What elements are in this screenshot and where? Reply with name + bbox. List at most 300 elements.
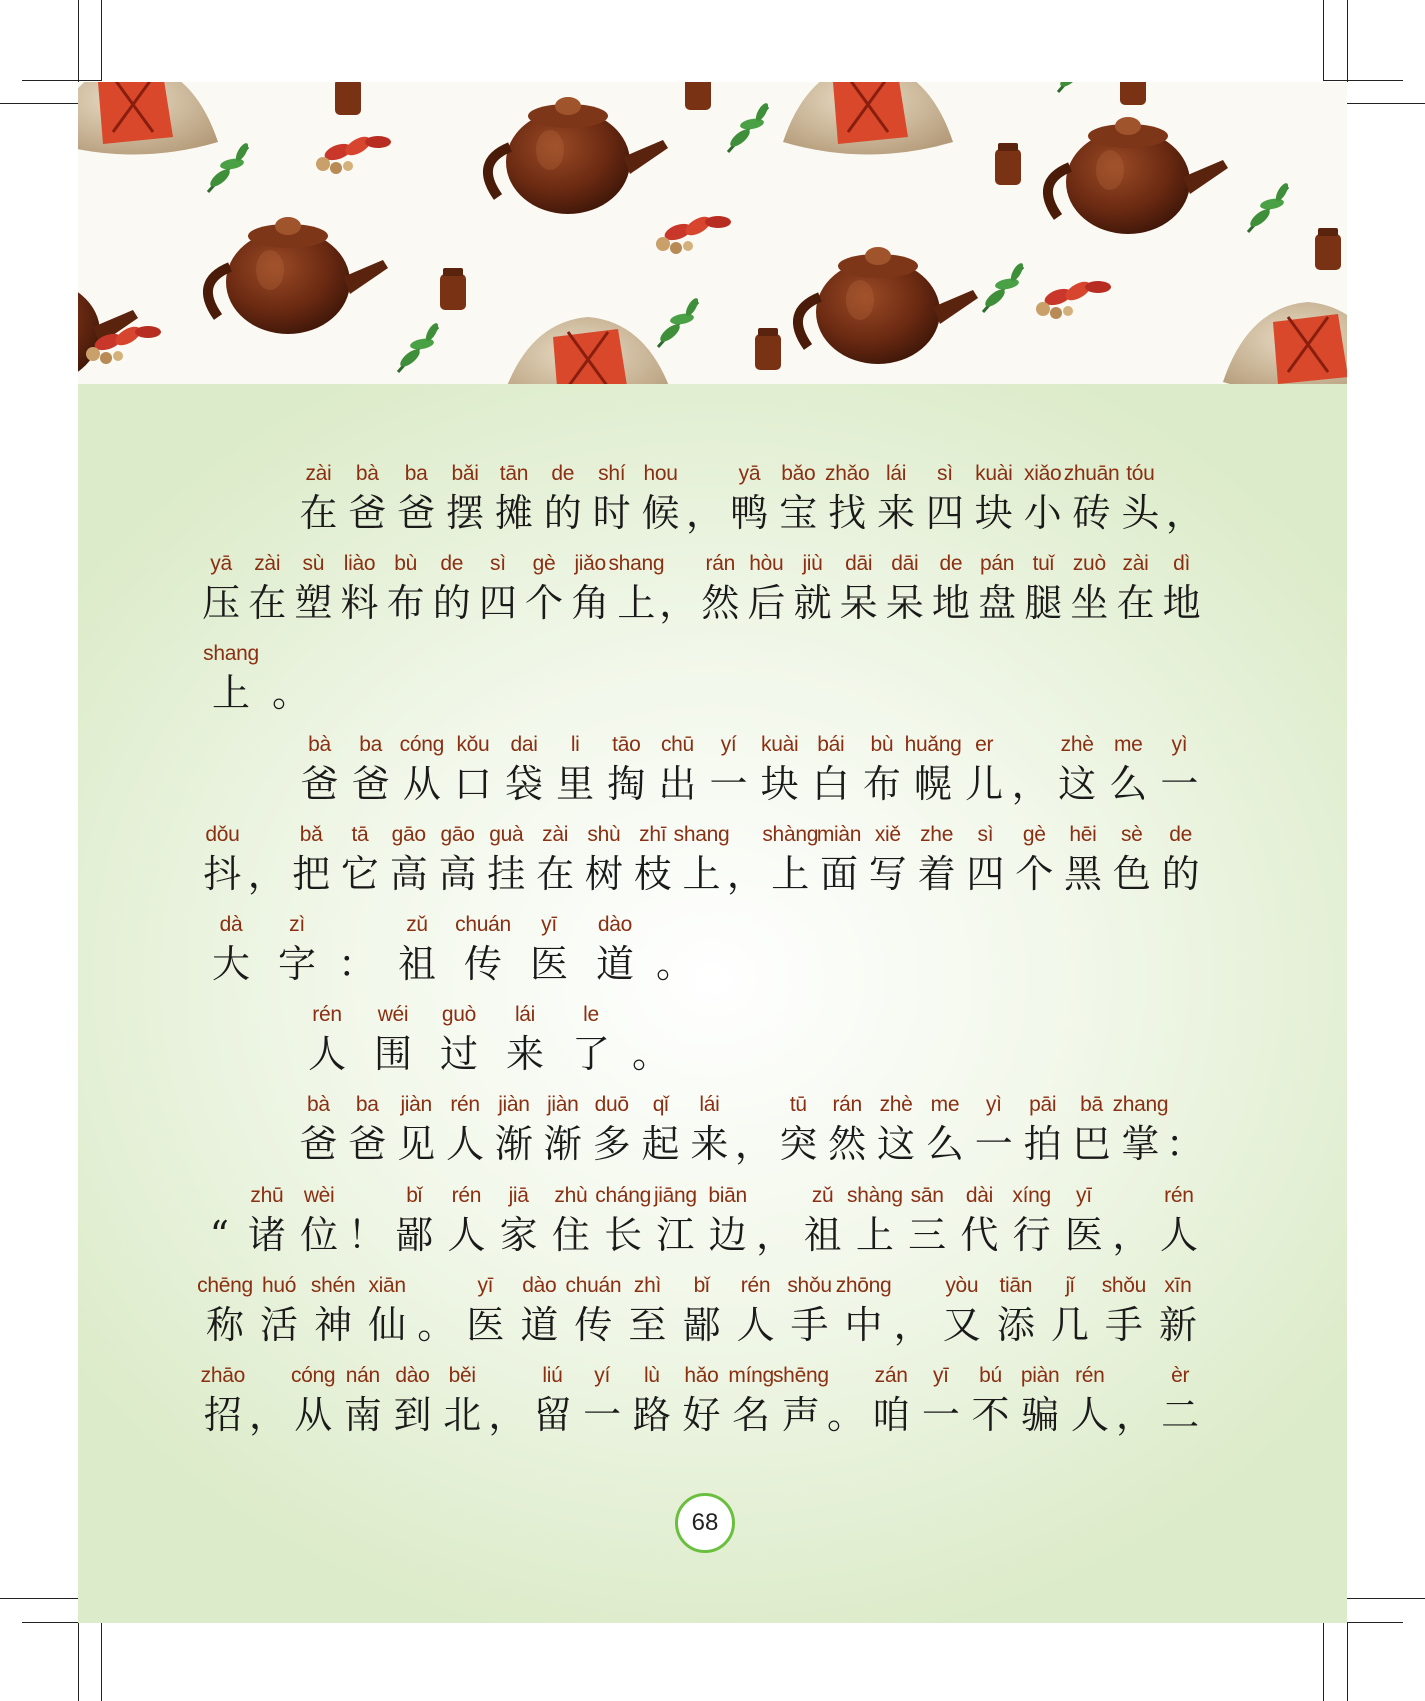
character-with-pinyin (1018, 1091, 1067, 1169)
page-number (675, 1493, 735, 1553)
hanzi: 塑 (294, 581, 333, 626)
crop-mark (1347, 1598, 1425, 1599)
pinyin: èr (1171, 1364, 1190, 1387)
character-with-pinyin (774, 460, 823, 538)
pinyin: de (551, 462, 575, 485)
character-with-pinyin (577, 1362, 627, 1440)
pinyin: dì (1173, 552, 1191, 576)
character-with-pinyin (1107, 821, 1156, 899)
hanzi: 上 (211, 671, 250, 716)
hanzi: 么 (1109, 761, 1148, 806)
pinyin: wèi (303, 1183, 335, 1207)
pinyin: rén (740, 1273, 771, 1297)
character-with-pinyin (1018, 460, 1067, 538)
hanzi: 然 (828, 1122, 867, 1167)
character-with-pinyin (726, 1362, 776, 1440)
pinyin: lái (699, 1093, 720, 1117)
character-with-pinyin (901, 1182, 953, 1260)
pinyin: dai (510, 732, 538, 756)
character-with-pinyin (450, 911, 516, 989)
hanzi: 来 (690, 1122, 729, 1167)
character-with-pinyin (1063, 460, 1120, 538)
character-with-pinyin (294, 731, 345, 809)
pinyin: tā (351, 822, 369, 846)
pinyin: bù (394, 552, 418, 576)
hanzi: 边 (708, 1212, 747, 1257)
pinyin: hòu (749, 552, 784, 576)
character-with-pinyin (1156, 821, 1205, 899)
pinyin: rén (451, 1183, 482, 1207)
pinyin: yì (985, 1093, 1002, 1117)
hanzi: 人 (1070, 1393, 1109, 1437)
punctuation (1110, 1182, 1153, 1260)
hanzi: 见 (397, 1122, 436, 1167)
character-with-pinyin (702, 1182, 754, 1260)
pinyin: zhù (554, 1183, 588, 1207)
character-with-pinyin (620, 1272, 674, 1350)
character-with-pinyin (1151, 1272, 1205, 1350)
hanzi: 渐 (494, 1122, 533, 1167)
character-with-pinyin (426, 1001, 492, 1079)
hanzi: 渐 (543, 1122, 582, 1167)
character-with-pinyin (550, 731, 601, 809)
hanzi: 儿 (965, 761, 1004, 806)
pinyin: yī (1076, 1183, 1092, 1207)
character-with-pinyin (912, 821, 961, 899)
hanzi: 鸭 (730, 491, 769, 535)
character-with-pinyin (345, 731, 396, 809)
character-with-pinyin (1097, 1272, 1151, 1350)
hanzi: ， (893, 1302, 932, 1347)
hanzi: 从 (402, 761, 441, 806)
hanzi: 个 (1015, 851, 1054, 896)
character-with-pinyin (774, 1091, 823, 1169)
punctuation (624, 1001, 678, 1079)
hanzi: 传 (463, 942, 502, 986)
character-with-pinyin (360, 1001, 426, 1079)
punctuation (345, 1182, 388, 1260)
hanzi: 呆 (839, 581, 878, 626)
hanzi: 手 (790, 1302, 829, 1347)
hanzi: 时 (592, 491, 631, 535)
pinyin: chēng (197, 1273, 253, 1297)
hanzi: 黑 (1063, 851, 1102, 896)
pinyin: pāi (1029, 1093, 1057, 1117)
hanzi: 医 (529, 942, 568, 986)
pinyin: hǎo (684, 1364, 719, 1387)
character-with-pinyin (252, 1272, 306, 1350)
character-with-pinyin (306, 1272, 360, 1350)
character-with-pinyin (458, 1272, 512, 1350)
hanzi: 地 (1162, 581, 1201, 626)
character-with-pinyin (961, 821, 1010, 899)
pinyin: shang (673, 822, 730, 846)
hanzi: 又 (942, 1302, 981, 1347)
hanzi: 盘 (978, 581, 1017, 626)
character-with-pinyin (528, 1362, 578, 1440)
pinyin: zán (874, 1364, 908, 1387)
pinyin: yī (477, 1273, 494, 1297)
character-with-pinyin (198, 1272, 252, 1350)
pinyin: chuán (565, 1273, 622, 1297)
character-with-pinyin (882, 550, 928, 628)
character-with-pinyin (1015, 1362, 1065, 1440)
punctuation (648, 911, 702, 989)
hanzi: 人 (446, 1122, 485, 1167)
character-with-pinyin (360, 1272, 414, 1350)
pinyin: huǎng (904, 732, 962, 756)
character-with-pinyin (490, 1091, 539, 1169)
hanzi: 个 (525, 581, 564, 626)
pinyin: yā (210, 552, 232, 576)
hanzi: 称 (206, 1302, 245, 1347)
character-with-pinyin (920, 460, 969, 538)
pinyin: bà (308, 732, 331, 756)
pinyin: rén (1164, 1183, 1194, 1207)
character-with-pinyin (974, 550, 1020, 628)
character-with-pinyin (264, 911, 330, 989)
pinyin: bù (870, 732, 894, 756)
hanzi: 后 (747, 581, 786, 626)
pinyin: dào (395, 1364, 430, 1387)
pinyin: miàn (816, 822, 862, 846)
hanzi: 摆 (446, 491, 485, 535)
character-with-pinyin (1052, 731, 1103, 809)
pinyin: sì (490, 552, 506, 576)
pinyin: jǐ (1065, 1273, 1075, 1297)
character-with-pinyin (512, 1272, 566, 1350)
character-with-pinyin (429, 550, 475, 628)
character-with-pinyin (1112, 550, 1158, 628)
hanzi: 块 (760, 761, 799, 806)
pinyin: shù (587, 822, 621, 846)
hanzi: 。 (417, 1302, 456, 1347)
hanzi: 传 (574, 1302, 613, 1347)
pinyin: kǒu (456, 732, 490, 756)
punctuation (1165, 1091, 1205, 1169)
hanzi: 鄙 (395, 1212, 434, 1257)
pinyin: qǐ (652, 1093, 669, 1117)
hanzi: 然 (701, 581, 740, 626)
hanzi: 医 (466, 1302, 505, 1347)
hanzi: 四 (925, 491, 964, 535)
character-with-pinyin (587, 1091, 636, 1169)
character-with-pinyin (392, 460, 441, 538)
character-with-pinyin (762, 821, 819, 899)
hanzi: 好 (682, 1393, 721, 1437)
hanzi: 巴 (1072, 1122, 1111, 1167)
pinyin: zài (305, 462, 332, 485)
character-with-pinyin (966, 1362, 1016, 1440)
hanzi: 爸 (300, 761, 339, 806)
pinyin: kuài (761, 732, 799, 756)
hanzi: “ (209, 1212, 230, 1257)
hanzi: 爸 (397, 491, 436, 535)
hanzi: 活 (260, 1302, 299, 1347)
hanzi: 小 (1023, 491, 1062, 535)
hanzi: 代 (960, 1212, 999, 1257)
character-with-pinyin (1059, 821, 1108, 899)
crop-mark (0, 1598, 78, 1599)
hanzi: ， (734, 1122, 773, 1167)
herbal-medicine-pattern (78, 82, 1347, 384)
punctuation (247, 821, 287, 899)
character-with-pinyin (294, 460, 343, 538)
hanzi: ， (1112, 1212, 1151, 1257)
pinyin: gè (1022, 822, 1046, 846)
hanzi: ： (1165, 1122, 1204, 1167)
character-with-pinyin (953, 1182, 1005, 1260)
hanzi: 人 (447, 1212, 486, 1257)
hanzi: ： (337, 942, 376, 986)
hanzi: 着 (917, 851, 956, 896)
hanzi: 。 (826, 1393, 865, 1437)
character-with-pinyin (566, 1272, 620, 1350)
pinyin: tóu (1126, 462, 1155, 485)
hanzi: 人 (307, 1032, 346, 1077)
pinyin: zhǎo (825, 462, 870, 485)
character-with-pinyin (437, 1362, 487, 1440)
crop-mark (1323, 1622, 1324, 1701)
pinyin: cháng (595, 1183, 651, 1207)
character-with-pinyin (627, 1362, 677, 1440)
hanzi: ， (1165, 491, 1204, 535)
character-with-pinyin (677, 1362, 727, 1440)
character-with-pinyin (475, 550, 521, 628)
pinyin: dào (522, 1273, 557, 1297)
hanzi: 一 (583, 1393, 622, 1437)
punctuation (414, 1272, 458, 1350)
character-with-pinyin (674, 1272, 728, 1350)
hanzi: 到 (393, 1393, 432, 1437)
character-with-pinyin (989, 1272, 1043, 1350)
crop-mark (1323, 80, 1403, 81)
character-with-pinyin (1066, 550, 1112, 628)
text-line (198, 548, 1205, 628)
hanzi: 坐 (1070, 581, 1109, 626)
character-with-pinyin (863, 821, 912, 899)
hanzi: 家 (499, 1212, 538, 1257)
hanzi: 高 (389, 851, 428, 896)
punctuation (1010, 731, 1052, 809)
pinyin: jiā (508, 1183, 529, 1207)
pinyin: běi (448, 1364, 476, 1387)
hanzi: ， (685, 491, 724, 535)
character-with-pinyin (969, 1091, 1018, 1169)
hanzi: 名 (732, 1393, 771, 1437)
pinyin: lù (643, 1364, 660, 1387)
hanzi: 大 (211, 942, 250, 986)
hanzi: ， (756, 1212, 795, 1257)
character-with-pinyin (493, 1182, 545, 1260)
character-with-pinyin (754, 731, 805, 809)
character-with-pinyin (1010, 821, 1059, 899)
character-with-pinyin (582, 911, 648, 989)
pinyin: jiàn (498, 1093, 530, 1117)
pinyin: biān (708, 1183, 747, 1207)
character-with-pinyin (567, 550, 613, 628)
character-with-pinyin (866, 1362, 916, 1440)
character-with-pinyin (538, 460, 587, 538)
punctuation (734, 1091, 774, 1169)
hanzi: 掌 (1121, 1122, 1160, 1167)
pinyin: shang (203, 642, 259, 666)
hanzi: 宝 (779, 491, 818, 535)
pinyin: dǒu (205, 822, 240, 846)
pinyin: bú (979, 1364, 1002, 1387)
pinyin: tāo (612, 732, 641, 756)
text-line (198, 1270, 1205, 1350)
hanzi: 在 (299, 491, 338, 535)
hanzi: 新 (1158, 1302, 1197, 1347)
hanzi: 料 (340, 581, 379, 626)
character-with-pinyin (608, 550, 665, 628)
hanzi: 位 (300, 1212, 339, 1257)
character-with-pinyin (396, 731, 447, 809)
character-with-pinyin (198, 640, 264, 718)
character-with-pinyin (636, 1091, 685, 1169)
text-line (198, 1180, 1205, 1260)
hanzi: 中 (844, 1302, 883, 1347)
hanzi: 。 (271, 671, 310, 716)
hanzi: 么 (925, 1122, 964, 1167)
text-line (198, 819, 1205, 899)
hanzi: 至 (628, 1302, 667, 1347)
character-with-pinyin (198, 911, 264, 989)
pinyin: jiāng (653, 1183, 697, 1207)
hanzi: 挂 (487, 851, 526, 896)
pinyin: tuǐ (1032, 552, 1054, 576)
pinyin: yí (720, 732, 737, 756)
pinyin: sān (910, 1183, 944, 1207)
hanzi: 爸 (348, 1122, 387, 1167)
hanzi: 四 (478, 581, 517, 626)
pinyin: guò (441, 1003, 477, 1027)
hanzi: 人 (1159, 1212, 1198, 1257)
pinyin: piàn (1020, 1364, 1060, 1387)
pinyin: yī (932, 1364, 949, 1387)
hanzi: 一 (709, 761, 748, 806)
hanzi: 四 (966, 851, 1005, 896)
pinyin: ba (404, 462, 428, 485)
character-with-pinyin (392, 1091, 441, 1169)
hanzi: ， (248, 1393, 287, 1437)
hanzi: 道 (520, 1302, 559, 1347)
crop-mark (78, 0, 79, 82)
pinyin: kuài (975, 462, 1013, 485)
hanzi: 块 (974, 491, 1013, 535)
character-with-pinyin (837, 1272, 891, 1350)
character-with-pinyin (904, 731, 962, 809)
character-with-pinyin (1159, 550, 1205, 628)
hanzi: 压 (202, 581, 241, 626)
character-with-pinyin (383, 550, 429, 628)
character-with-pinyin (685, 1091, 734, 1169)
character-with-pinyin (673, 821, 730, 899)
crop-mark (1347, 0, 1348, 82)
hanzi: 砖 (1072, 491, 1111, 535)
character-with-pinyin (198, 821, 247, 899)
pinyin: hou (643, 462, 678, 485)
hanzi: ， (659, 581, 698, 626)
character-with-pinyin (336, 550, 382, 628)
hanzi: 留 (533, 1393, 572, 1437)
pinyin: guà (489, 822, 524, 846)
character-with-pinyin (531, 821, 580, 899)
hanzi: 布 (862, 761, 901, 806)
pinyin: tān (499, 462, 529, 485)
hanzi: 手 (1104, 1302, 1143, 1347)
character-with-pinyin (241, 1182, 293, 1260)
pinyin: duō (594, 1093, 629, 1117)
text-line (198, 638, 318, 718)
character-with-pinyin (290, 550, 336, 628)
header-illustration (78, 82, 1347, 384)
character-with-pinyin (728, 1272, 782, 1350)
punctuation (1165, 460, 1205, 538)
hanzi: 爸 (299, 1122, 338, 1167)
hanzi: 头 (1121, 491, 1160, 535)
hanzi: 三 (908, 1212, 947, 1257)
character-with-pinyin (521, 550, 567, 628)
character-with-pinyin (343, 1091, 392, 1169)
hanzi: 声 (781, 1393, 820, 1437)
hanzi: 祖 (803, 1212, 842, 1257)
character-with-pinyin (433, 821, 482, 899)
character-with-pinyin (849, 1182, 901, 1260)
hanzi: 仙 (368, 1302, 407, 1347)
pinyin: sè (1120, 822, 1143, 846)
hanzi: 这 (877, 1122, 916, 1167)
text-line (294, 729, 1205, 809)
character-with-pinyin (772, 1362, 829, 1440)
character-with-pinyin (492, 1001, 558, 1079)
crop-mark (1323, 0, 1324, 80)
hanzi: 里 (556, 761, 595, 806)
character-with-pinyin (198, 550, 244, 628)
character-with-pinyin (545, 1182, 597, 1260)
pinyin: dāi (845, 552, 873, 576)
pinyin: shǒu (787, 1273, 832, 1297)
pinyin: xíng (1012, 1183, 1051, 1207)
pinyin: xiě (874, 822, 901, 846)
hanzi: 的 (432, 581, 471, 626)
pinyin: bā (1080, 1093, 1103, 1117)
pinyin: cóng (290, 1364, 336, 1387)
character-with-pinyin (597, 1182, 649, 1260)
crop-mark (101, 0, 102, 80)
text-line (294, 999, 678, 1079)
pinyin: sù (302, 552, 325, 576)
pinyin: zhuān (1063, 462, 1120, 485)
pinyin: xiān (368, 1273, 406, 1297)
pinyin: zǔ (811, 1183, 834, 1207)
page-number-label: 68 (691, 1509, 719, 1536)
character-with-pinyin (783, 1272, 837, 1350)
pinyin: de (939, 552, 963, 576)
text-line (294, 1089, 1205, 1169)
hanzi: 从 (294, 1393, 333, 1437)
pinyin: bǎi (451, 462, 479, 485)
character-with-pinyin (338, 1362, 388, 1440)
hanzi: 白 (811, 761, 850, 806)
character-with-pinyin (1116, 460, 1165, 538)
hanzi: 。 (631, 1032, 670, 1077)
pinyin: liú (542, 1364, 563, 1387)
character-with-pinyin (1103, 731, 1154, 809)
character-with-pinyin (1058, 1182, 1110, 1260)
hanzi: 骗 (1021, 1393, 1060, 1437)
